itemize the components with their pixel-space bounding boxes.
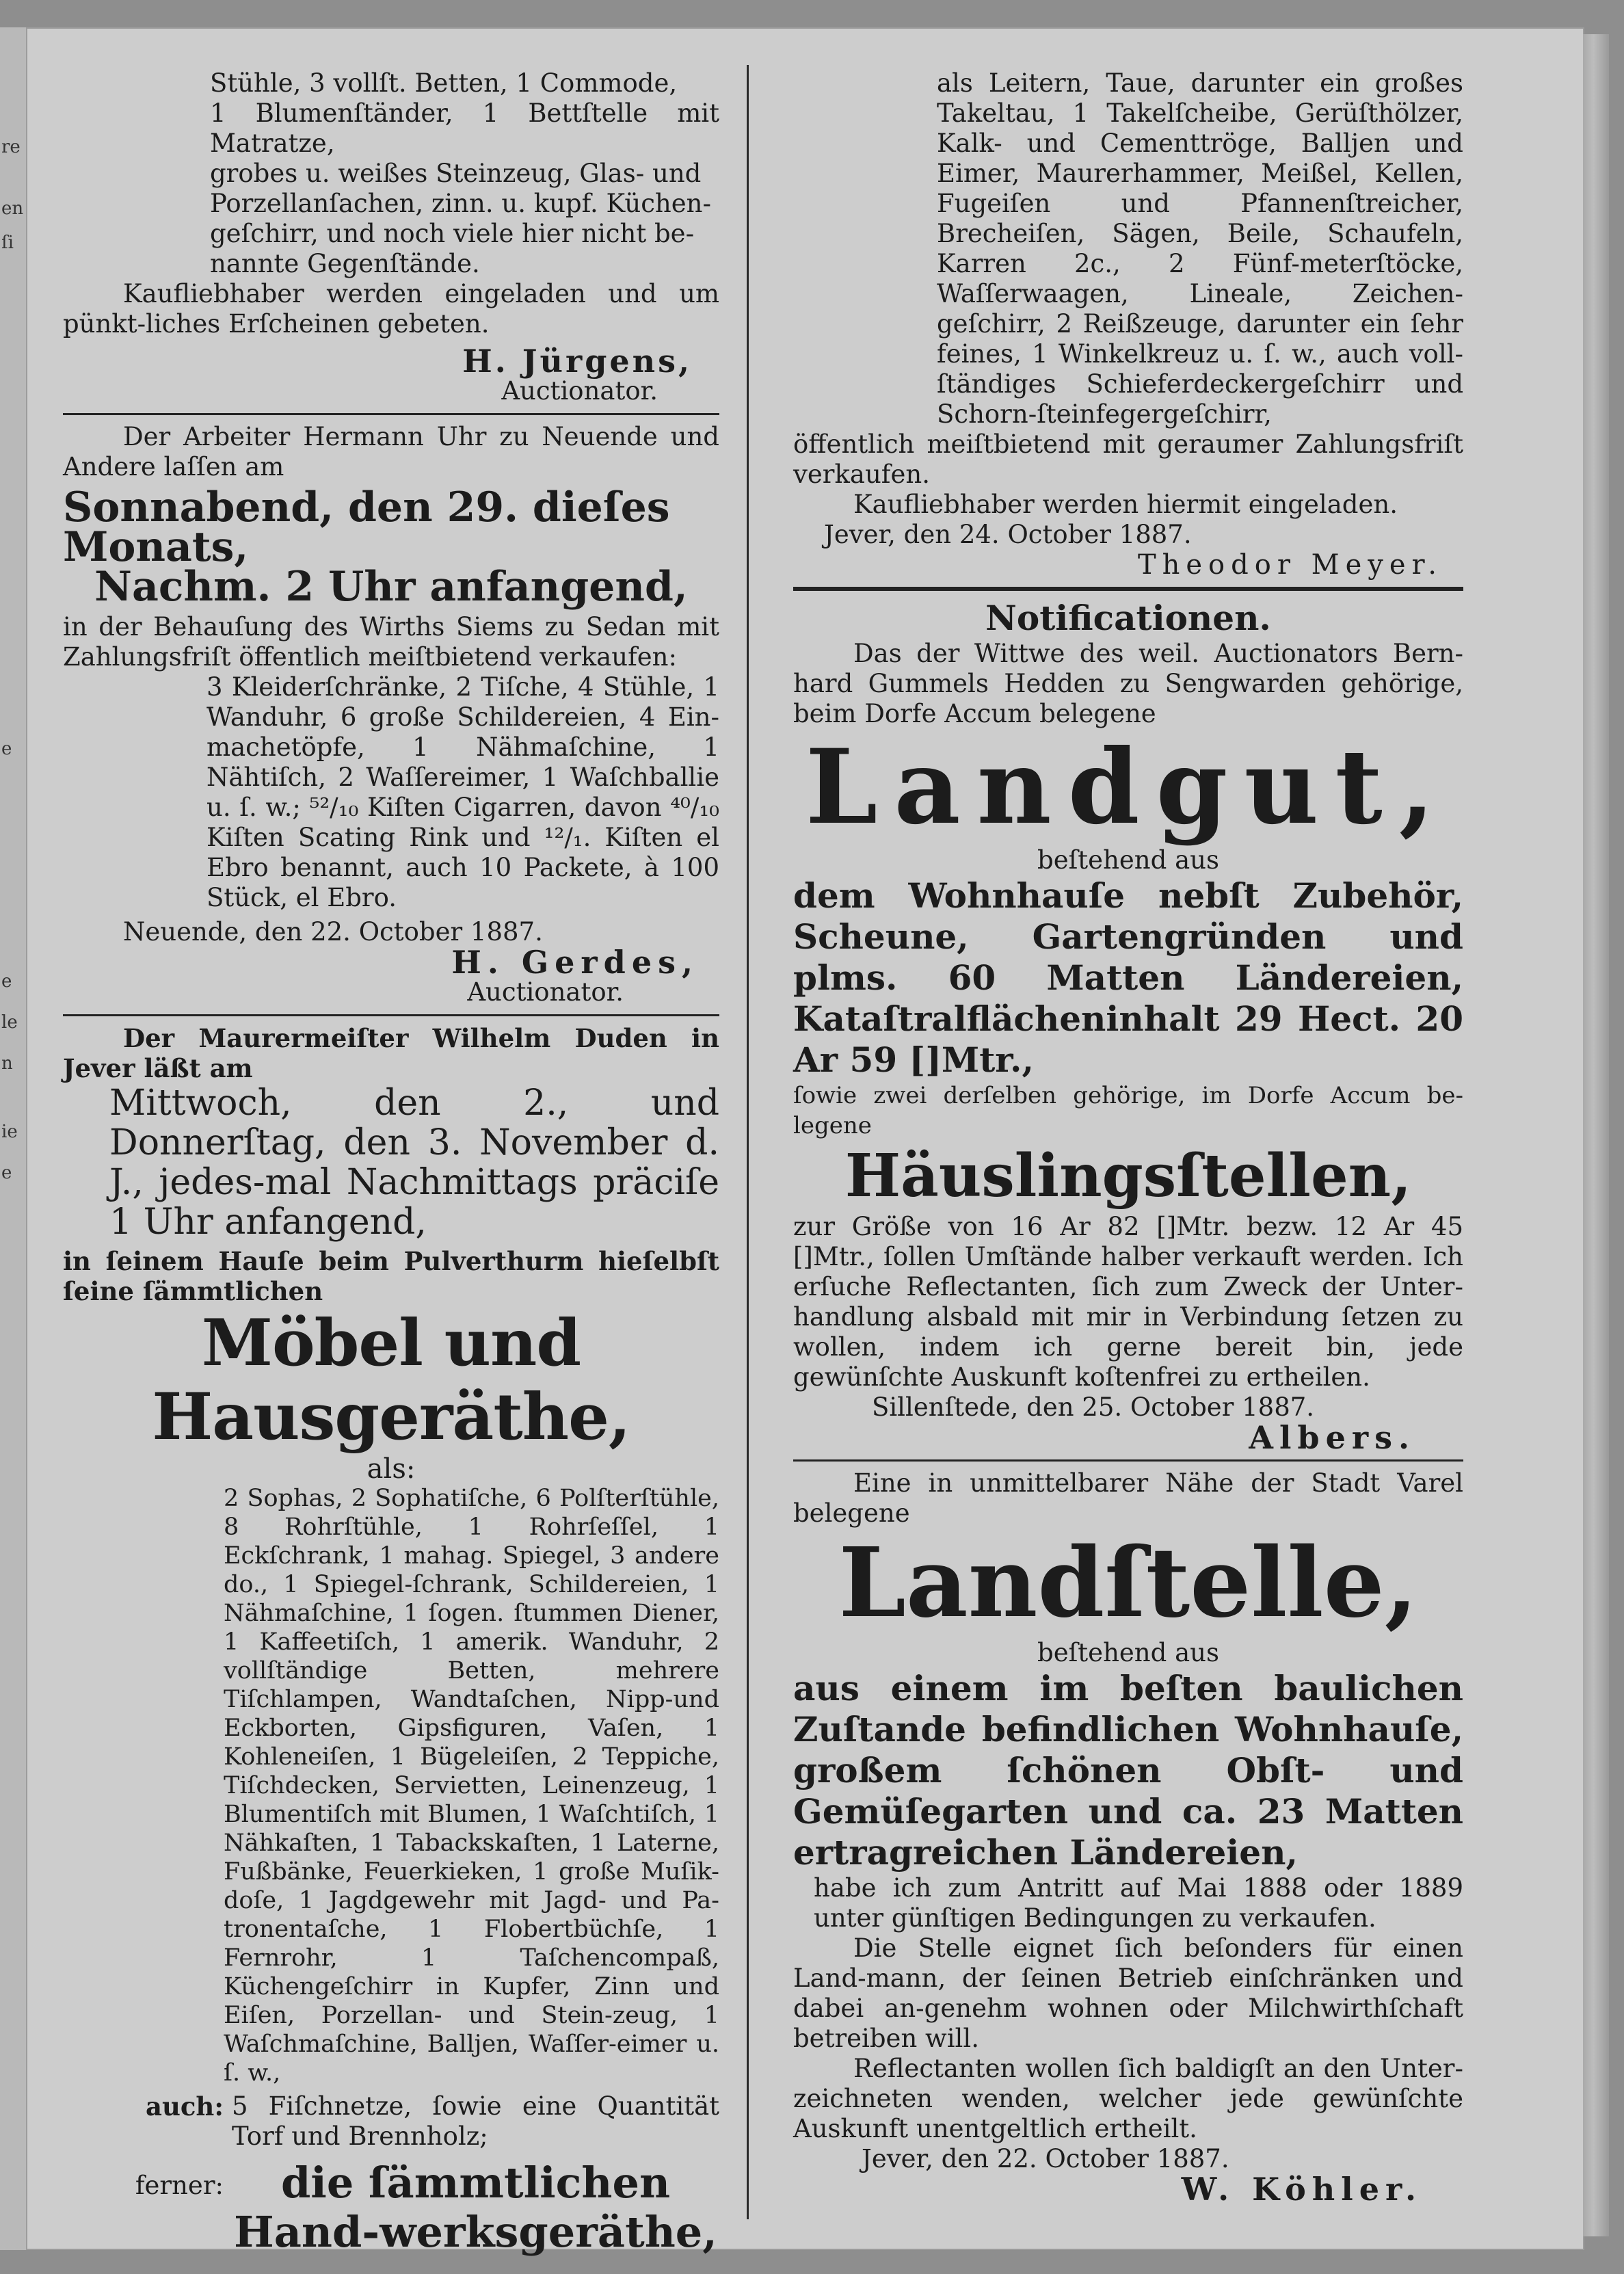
property-details: dem Wohnhauſe nebſt Zubehör, Scheune, Gartengründen und plms. 60 Matten Ländereien, Kataſtralflächeninhalt 29 Hect. 20 Ar 59 []Mtr., (793, 875, 1463, 1080)
signature: Albers. (1249, 1419, 1415, 1456)
auction-notice-uhr (63, 422, 719, 1007)
signature: H. Gerdes, (451, 944, 699, 981)
strip-fragment: ſi (1, 233, 14, 253)
notifications-section (793, 598, 1463, 1456)
invitation-text: Kaufliebhaber werden eingeladen und um pünkt-liches Erſcheinen gebeten. (63, 279, 719, 339)
headline-landgut: Landgut, (805, 727, 1452, 847)
signature: W. Köhler. (1181, 2171, 1422, 2208)
notice-body: Reflectanten wollen ſich baldigſt an den Unter-zeichneten wenden, welcher jede gewünſchte Auskunft unentgeltlich ertheilt. (793, 2054, 1463, 2143)
further-label: ferner: (135, 2171, 224, 2200)
further-row (63, 2158, 719, 2257)
bestehend-label: beſtehend aus (1037, 845, 1219, 875)
notice-body: zur Größe von 16 Ar 82 []Mtr. bezw. 12 Ar 45 []Mtr., ſollen Umſtände halber verkauft werden. Ich erſuche Reflectanten, ſich zum Zweck der Unter-handlung alsbald mit mir in Verbindung ſetzen zu wollen, indem ich gerne bereit bin, jede gewünſchte Auskunft koſtenfrei zu ertheilen. (793, 1212, 1463, 1392)
right-column (793, 68, 1463, 2208)
property-details: aus einem im beſten baulichen Zuſtande befindlichen Wohnhauſe, großem ſchönen Obſt- und Gemüſegarten und ca. 23 Matten ertragreichen Ländereien, (793, 1668, 1463, 1873)
notice-intro: Der Maurermeiſter Wilhelm Duden in Jever läßt am (63, 1023, 719, 1083)
also-label: auch: (146, 2091, 224, 2121)
section-rule (63, 1014, 719, 1016)
also-text: 5 Fiſchnetze, ſowie eine Quantität Torf und Brennholz; (232, 2091, 719, 2151)
text-line: Porzellanſachen, zinn. u. kupf. Küchen- (210, 189, 711, 218)
text-line: Stühle, 3 vollſt. Betten, 1 Commode, (210, 68, 678, 98)
adjacent-page-edge (0, 27, 27, 2250)
location-text: in ſeinem Hauſe beim Pulverthurm hieſelbſt ſeine ſämmtlichen (63, 1246, 719, 1306)
item-list: als Leitern, Taue, darunter ein großes Takeltau, 1 Takelſcheibe, Gerüſthölzer, Kalk- und Cementtröge, Balljen und Eimer, Maurerhammer, Meißel, Kellen, Fugeiſen und Pfannenſtreicher, Brecheiſen, Sägen, Beile, Schaufeln, Karren 2c., 2 Fünf-meterſtöcke, Waſſerwaagen, Lineale, Zeichen-geſchirr, 2 Reißzeuge, darunter ein ſehr feines, 1 Winkelkreuz u. ſ. w., auch voll-ſtändiges Schieferdeckergeſchirr und Schorn-ſteinfegergeſchirr, (937, 68, 1463, 429)
strip-fragment: re (1, 137, 21, 157)
als-label: als: (367, 1453, 416, 1485)
continued-auction-notice (793, 68, 1463, 580)
signature-role: Auctionator. (501, 376, 658, 406)
section-rule (793, 1459, 1463, 1462)
left-column (63, 68, 719, 2257)
headline-haeuslingsstellen: Häuslingsſtellen, (844, 1141, 1412, 1211)
strip-fragment: en (1, 198, 24, 219)
sale-date: Mittwoch, den 2., und Donnerſtag, den 3. November d. J., jedes-mal Nachmittags präciſe 1 Uhr anfangend, (109, 1083, 719, 1243)
bestehend-label: beſtehend aus (1037, 1638, 1219, 1667)
item-list: 3 Kleiderſchränke, 2 Tiſche, 4 Stühle, 1 Wanduhr, 6 große Schildereien, 4 Ein-machetöpfe, 1 Nähmaſchine, 1 Nähtiſch, 2 Waſſereimer, 1 Waſchballie u. ſ. w.; ⁵²/₁₀ Kiſten Cigarren, davon ⁴⁰/₁₀ Kiſten Scating Rink und ¹²/₁. Kiſten el Ebro benannt, auch 10 Packete, à 100 Stück, el Ebro. (207, 672, 719, 912)
notice-intro: Eine in unmittelbarer Nähe der Stadt Varel belegene (793, 1468, 1463, 1528)
item-list: 2 Sophas, 2 Sophatiſche, 6 Polſterſtühle, 8 Rohrſtühle, 1 Rohrſeſſel, 1 Eckſchrank, 1 mahag. Spiegel, 3 andere do., 1 Spiegel-ſchrank, Schildereien, 1 Nähmaſchine, 1 ſogen. ſtummen Diener, 1 Kaffeetiſch, 1 amerik. Wanduhr, 2 vollſtändige Betten, mehrere Tiſchlampen, Wandtaſchen, Nipp-und Eckborten, Gipsfiguren, Vaſen, 1 Kohleneiſen, 1 Bügeleiſen, 2 Teppiche, Tiſchdecken, Servietten, Leinenzeug, 1 Blumentiſch mit Blumen, 1 Waſchtiſch, 1 Nähkaſten, 1 Tabackskaſten, 1 Laterne, Fußbänke, Feuerkieken, 1 große Muſik-doſe, 1 Jagdgewehr mit Jagd- und Pa-tronentaſche, 1 Flobertbüchſe, 1 Fernrohr, 1 Taſchencompaß, Küchengeſchirr in Kupfer, Zinn und Eiſen, Porzellan- und Stein-zeug, 1 Waſchmaſchine, Balljen, Waſſer-eimer u. ſ. w., (224, 1485, 719, 2087)
strip-fragment: e (1, 1163, 12, 1183)
signature: Theodor Meyer. (1137, 549, 1443, 581)
invitation-text: Kaufliebhaber werden hiermit eingeladen. (853, 490, 1398, 519)
text-line: nannte Gegenſtände. (210, 249, 480, 278)
place-date: Neuende, den 22. October 1887. (123, 917, 543, 947)
column-divider (747, 65, 749, 2219)
strip-fragment: ie (1, 1122, 18, 1142)
auction-notice-duden (63, 1023, 719, 2257)
strip-fragment: le (1, 1012, 18, 1033)
sale-date: Sonnabend, den 29. dieſes Monats, (63, 484, 670, 571)
strip-fragment: e (1, 739, 12, 759)
section-heading: Notificationen. (985, 598, 1271, 638)
notice-text: in der Behauſung des Wirths Siems zu Sedan mit Zahlungsfriſt öffentlich meiſtbietend verkaufen: (63, 612, 719, 672)
sale-time: Nachm. 2 Uhr anfangend, (94, 563, 688, 611)
notice-body: habe ich zum Antritt auf Mai 1888 oder 1889 unter günſtigen Bedingungen zu verkaufen. (814, 1873, 1463, 1933)
notice-intro: Das der Wittwe des weil. Auctionators Bern-hard Gummels Hedden zu Sengwarden gehörige, beim Dorfe Accum belegene (793, 639, 1463, 728)
strip-fragment: e (1, 971, 12, 992)
sale-terms: öffentlich meiſtbietend mit geraumer Zahlungsfriſt verkaufen. (793, 429, 1463, 489)
signature: H. Jürgens, (462, 343, 692, 380)
section-rule (63, 413, 719, 415)
headline-landstelle: Landſtelle, (838, 1527, 1418, 1639)
notice-body: Die Stelle eignet ſich beſonders für einen Land-mann, der ſeinen Betrieb einſchränken und dabei an-genehm wohnen oder Milchwirthſchaft betreiben will. (793, 1933, 1463, 2053)
section-rule (793, 587, 1463, 591)
text-line: grobes u. weißes Steinzeug, Glas- und (210, 159, 702, 188)
headline: Möbel und Hausgeräthe, (152, 1306, 630, 1455)
place-date: Sillenſtede, den 25. October 1887. (872, 1392, 1315, 1422)
further-headline: die ſämmtlichen Hand-werksgeräthe, (234, 2158, 717, 2257)
continued-auction-notice (63, 68, 719, 406)
text-line: 1 Blumenſtänder, 1 Bettſtelle mit Matratze, (210, 98, 719, 158)
place-date: Jever, den 24. October 1887. (824, 520, 1192, 549)
additional-text: ſowie zwei derſelben gehörige, im Dorfe Accum be-legene (793, 1082, 1463, 1139)
notice-intro: Der Arbeiter Hermann Uhr zu Neuende und Andere laſſen am (63, 422, 719, 481)
place-date: Jever, den 22. October 1887. (862, 2144, 1229, 2173)
landstelle-notice (793, 1468, 1463, 2208)
strip-fragment: n (1, 1053, 13, 1074)
signature-role: Auctionator. (467, 977, 624, 1007)
text-line: geſchirr, und noch viele hier nicht be- (210, 219, 695, 248)
also-row (63, 2091, 719, 2152)
page-edge (1583, 34, 1609, 2236)
